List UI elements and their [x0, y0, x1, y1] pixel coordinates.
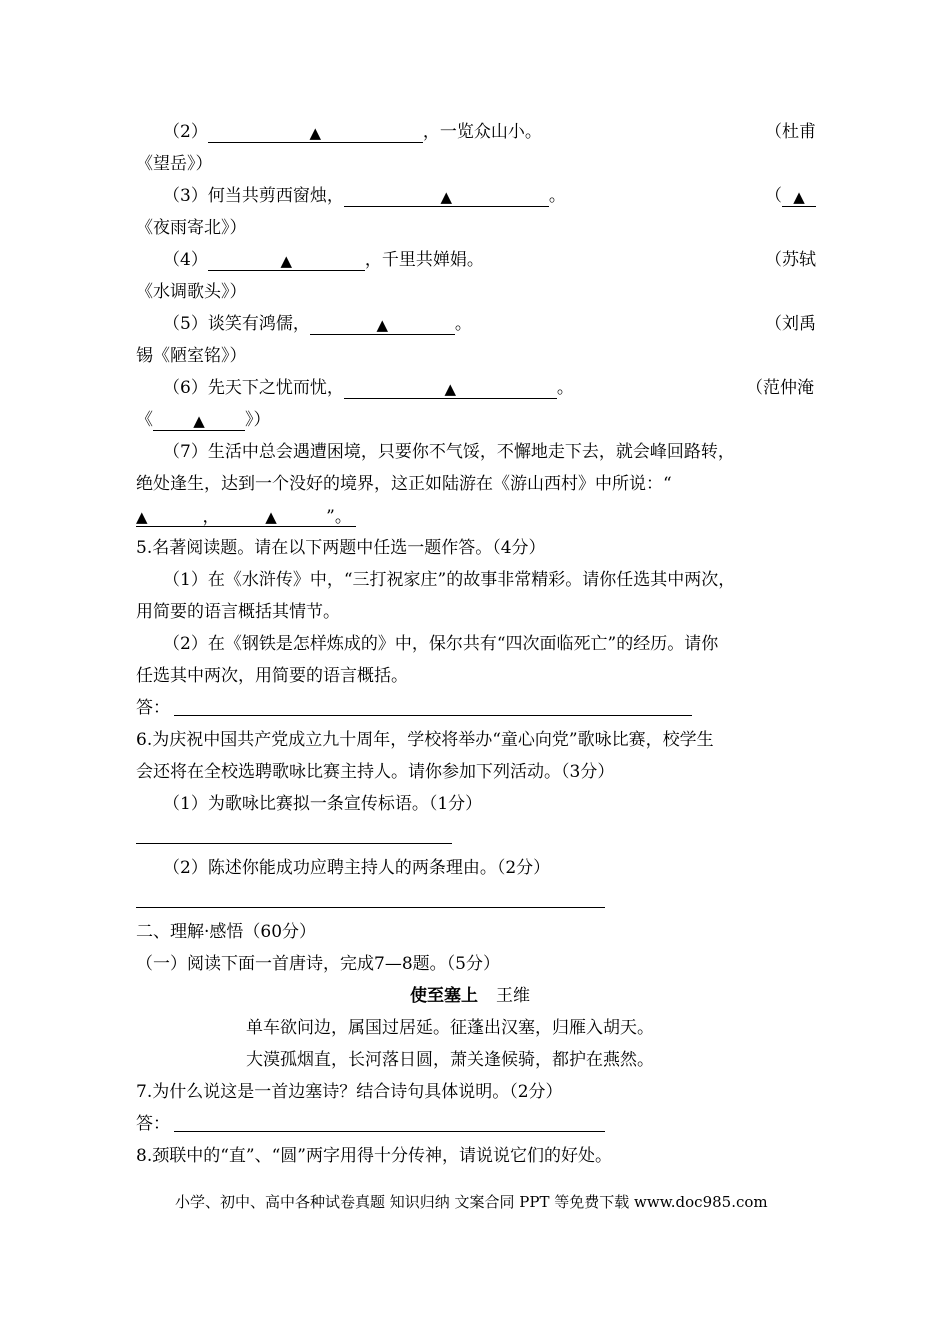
author-open: （ — [765, 186, 782, 206]
triangle-marker: ▲ — [280, 252, 293, 270]
q4-item-5 — [163, 313, 472, 335]
answer-blank[interactable] — [208, 122, 423, 143]
title-blank[interactable] — [153, 410, 245, 431]
triangle-marker: ▲ — [793, 188, 805, 206]
section2-heading: 二、理解·感悟（60分） — [136, 922, 317, 942]
poem-title-ref: 《夜雨寄北》） — [136, 218, 247, 238]
punctuation: 。 — [454, 314, 472, 334]
q7-answer-line[interactable] — [174, 1131, 605, 1132]
triangle-marker: ▲ — [309, 124, 322, 142]
q4-item-4 — [163, 249, 484, 271]
triangle-marker: ▲ — [136, 508, 148, 526]
poem-title-ref: 《水调歌头》） — [136, 282, 247, 302]
q7-stem: 7.为什么说这是一首边塞诗？结合诗句具体说明。（2分） — [136, 1082, 563, 1102]
q5-option-2-line2: 任选其中两次，用简要的语言概括。 — [136, 666, 408, 686]
q6-sub-2: （2）陈述你能成功应聘主持人的两条理由。（2分） — [163, 858, 551, 878]
q6-sub-1-answer-line[interactable] — [136, 843, 452, 844]
author-ref: （杜甫 — [765, 122, 816, 142]
poem-title-ref: 《望岳》） — [136, 154, 213, 174]
q4-item-7-line2: 绝处逢生，达到一个没好的境界，这正如陆游在《游山西村》中所说：“ — [136, 474, 672, 494]
q5-answer-line[interactable] — [174, 715, 692, 716]
answer-blank[interactable] — [208, 250, 365, 271]
poem-author: 王维 — [496, 986, 530, 1006]
q8-stem: 8.颈联中的“直”、“圆”两字用得十分传神，请说说它们的好处。 — [136, 1146, 612, 1166]
triangle-marker: ▲ — [440, 188, 453, 206]
poem-heading — [410, 985, 530, 1007]
item-number: （4） — [163, 250, 208, 270]
comma: ， — [202, 507, 220, 527]
q6-stem-line2: 会还将在全校选聘歌咏比赛主持人。请你参加下列活动。（3分） — [136, 762, 615, 782]
triangle-marker: ▲ — [376, 316, 389, 334]
author-ref — [765, 185, 816, 207]
title-close: 》） — [245, 410, 271, 430]
answer-blank[interactable] — [310, 314, 455, 335]
poem-title-ref — [136, 409, 271, 431]
q4-item-7-blanks — [136, 505, 356, 527]
q4-item-2 — [163, 121, 542, 143]
triangle-marker: ▲ — [444, 380, 457, 398]
poem-line-1: 单车欲问边，属国过居延。征蓬出汉塞，归雁入胡天。 — [246, 1018, 654, 1038]
answer-blank[interactable] — [344, 186, 549, 207]
footer-text: 小学、初中、高中各种试卷真题 知识归纳 文案合同 PPT 等免费下载 www.doc985.com — [175, 1193, 768, 1211]
q5-answer-label: 答： — [136, 698, 170, 718]
verse-text: （3）何当共剪西窗烛， — [163, 186, 344, 206]
author-ref: （范仲淹 — [746, 378, 814, 398]
author-ref: （苏轼 — [765, 250, 816, 270]
punctuation: 。 — [548, 186, 566, 206]
q6-stem-line1: 6.为庆祝中国共产党成立九十周年，学校将举办“童心向党”歌咏比赛，校学生 — [136, 730, 714, 750]
author-ref: （刘禹 — [765, 314, 816, 334]
answer-blank[interactable] — [136, 506, 202, 527]
section2-part1: （一）阅读下面一首唐诗，完成7—8题。（5分） — [136, 954, 500, 974]
title-open: 《 — [136, 410, 153, 430]
closing-quote: ”。 — [322, 506, 356, 527]
poem-title-ref: 锡《陋室铭》） — [136, 346, 247, 366]
triangle-marker: ▲ — [265, 508, 277, 526]
author-blank[interactable] — [782, 186, 816, 207]
answer-blank[interactable] — [220, 506, 322, 527]
item-number: （2） — [163, 122, 208, 142]
q4-item-3 — [163, 185, 566, 207]
q5-stem: 5.名著阅读题。请在以下两题中任选一题作答。（4分） — [136, 538, 546, 558]
q4-item-6 — [163, 377, 574, 399]
poem-title: 使至塞上 — [410, 986, 478, 1006]
answer-blank[interactable] — [344, 378, 557, 399]
q4-item-7-line1: （7）生活中总会遇遭困境，只要你不气馁，不懈地走下去，就会峰回路转， — [163, 442, 735, 462]
q5-option-1-line1: （1）在《水浒传》中，“三打祝家庄”的故事非常精彩。请你任选其中两次， — [163, 570, 736, 590]
q7-answer-label: 答： — [136, 1114, 170, 1134]
q6-sub-2-answer-line[interactable] — [136, 907, 605, 908]
triangle-marker: ▲ — [193, 412, 205, 430]
verse-text: （5）谈笑有鸿儒， — [163, 314, 310, 334]
q5-option-2-line1: （2）在《钢铁是怎样炼成的》中，保尔共有“四次面临死亡”的经历。请你 — [163, 634, 719, 654]
q5-option-1-line2: 用简要的语言概括其情节。 — [136, 602, 340, 622]
q6-sub-1: （1）为歌咏比赛拟一条宣传标语。（1分） — [163, 794, 483, 814]
verse-text: ，一览众山小。 — [422, 122, 542, 142]
punctuation: 。 — [556, 378, 574, 398]
verse-text: ，千里共婵娟。 — [364, 250, 484, 270]
verse-text: （6）先天下之忧而忧， — [163, 378, 344, 398]
poem-line-2: 大漠孤烟直，长河落日圆，萧关逢候骑，都护在燕然。 — [246, 1050, 654, 1070]
